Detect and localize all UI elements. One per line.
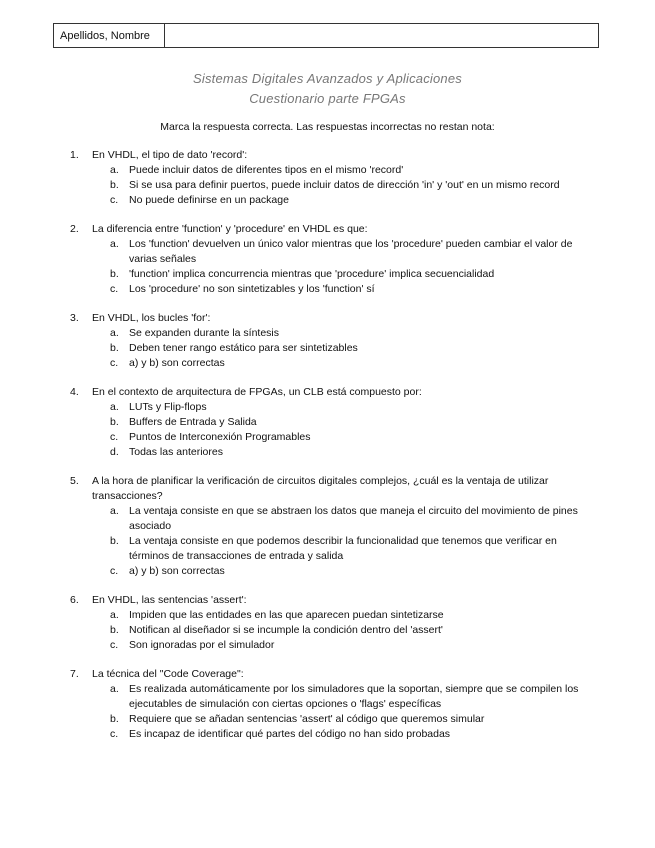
answer-options	[110, 237, 600, 297]
answer-options	[110, 163, 600, 208]
option-letter: b.	[110, 416, 119, 428]
option-letter: c.	[110, 565, 119, 577]
name-label: Apellidos, Nombre	[54, 24, 165, 47]
answer-option[interactable]	[110, 326, 600, 341]
question-2	[70, 222, 600, 297]
option-text: 'function' implica concurrencia mientras que 'procedure' implica secuencialidad	[129, 268, 495, 280]
option-text: a) y b) son correctas	[129, 357, 225, 369]
question-text: En VHDL, el tipo de dato 'record':	[92, 149, 248, 161]
answer-option[interactable]	[110, 682, 600, 712]
option-letter: c.	[110, 639, 119, 651]
answer-options	[110, 608, 600, 653]
document-subtitle: Cuestionario parte FPGAs	[249, 91, 406, 106]
answer-option[interactable]	[110, 564, 600, 579]
option-text: Es incapaz de identificar qué partes del código no han sido probadas	[129, 728, 451, 740]
answer-option[interactable]	[110, 237, 600, 267]
name-field[interactable]	[165, 24, 598, 47]
question-text: En VHDL, las sentencias 'assert':	[92, 594, 247, 606]
answer-option[interactable]	[110, 445, 600, 460]
option-text: Impiden que las entidades en las que aparecen puedan sintetizarse	[129, 609, 444, 621]
option-text: Los 'procedure' no son sintetizables y los 'function' sí	[129, 283, 375, 295]
option-letter: b.	[110, 268, 119, 280]
option-letter: c.	[110, 728, 119, 740]
answer-option[interactable]	[110, 400, 600, 415]
question-number: 5.	[70, 475, 79, 487]
answer-option[interactable]	[110, 430, 600, 445]
answer-option[interactable]	[110, 623, 600, 638]
option-letter: a.	[110, 164, 119, 176]
question-text: En VHDL, los bucles 'for':	[92, 312, 211, 324]
name-box	[53, 23, 599, 48]
answer-option[interactable]	[110, 638, 600, 653]
option-letter: a.	[110, 609, 119, 621]
question-number: 1.	[70, 149, 79, 161]
option-letter: b.	[110, 179, 119, 191]
question-number: 4.	[70, 386, 79, 398]
question-text: A la hora de planificar la verificación de circuitos digitales complejos, ¿cuál es la ventaja de utilizar transacciones?	[92, 475, 549, 502]
question-5	[70, 474, 600, 579]
answer-options	[110, 682, 600, 742]
question-stem	[70, 667, 600, 682]
question-3	[70, 311, 600, 371]
option-text: Se expanden durante la síntesis	[129, 327, 280, 339]
option-text: Si se usa para definir puertos, puede incluir datos de dirección 'in' y 'out' en un mismo record	[129, 179, 560, 191]
option-letter: a.	[110, 683, 119, 695]
answer-option[interactable]	[110, 534, 600, 564]
option-letter: b.	[110, 624, 119, 636]
option-letter: c.	[110, 357, 119, 369]
question-list	[70, 148, 600, 756]
option-letter: b.	[110, 342, 119, 354]
option-text: a) y b) son correctas	[129, 565, 225, 577]
question-stem	[70, 474, 600, 504]
question-number: 3.	[70, 312, 79, 324]
answer-option[interactable]	[110, 356, 600, 371]
answer-option[interactable]	[110, 712, 600, 727]
answer-options	[110, 400, 600, 460]
question-stem	[70, 593, 600, 608]
answer-options	[110, 504, 600, 579]
option-text: La ventaja consiste en que se abstraen los datos que maneja el circuito del movimiento de pines asociado	[129, 505, 578, 532]
question-text: La diferencia entre 'function' y 'procedure' en VHDL es que:	[92, 223, 368, 235]
question-stem	[70, 148, 600, 163]
instructions: Marca la respuesta correcta. Las respuestas incorrectas no restan nota:	[160, 121, 495, 133]
option-letter: a.	[110, 401, 119, 413]
option-text: Es realizada automáticamente por los simuladores que la soportan, siempre que se compilen los ejecutables de simulación con ciertas opciones o 'flags' específicas	[129, 683, 579, 710]
answer-option[interactable]	[110, 282, 600, 297]
question-stem	[70, 385, 600, 400]
answer-option[interactable]	[110, 163, 600, 178]
answer-option[interactable]	[110, 608, 600, 623]
option-letter: c.	[110, 283, 119, 295]
question-7	[70, 667, 600, 742]
question-1	[70, 148, 600, 208]
option-text: Deben tener rango estático para ser sintetizables	[129, 342, 358, 354]
question-stem	[70, 222, 600, 237]
question-6	[70, 593, 600, 653]
option-text: No puede definirse en un package	[129, 194, 289, 206]
option-letter: a.	[110, 505, 119, 517]
option-text: Requiere que se añadan sentencias 'assert' al código que queremos simular	[129, 713, 485, 725]
answer-option[interactable]	[110, 193, 600, 208]
option-letter: c.	[110, 194, 119, 206]
answer-option[interactable]	[110, 727, 600, 742]
option-letter: d.	[110, 446, 119, 458]
document-title: Sistemas Digitales Avanzados y Aplicaciones	[193, 71, 462, 86]
question-number: 7.	[70, 668, 79, 680]
option-letter: b.	[110, 713, 119, 725]
option-text: Puede incluir datos de diferentes tipos en el mismo 'record'	[129, 164, 404, 176]
answer-option[interactable]	[110, 415, 600, 430]
option-text: Los 'function' devuelven un único valor mientras que los 'procedure' pueden cambiar el valor de varias señales	[129, 238, 573, 265]
answer-option[interactable]	[110, 178, 600, 193]
question-text: En el contexto de arquitectura de FPGAs, un CLB está compuesto por:	[92, 386, 422, 398]
answer-options	[110, 326, 600, 371]
question-number: 2.	[70, 223, 79, 235]
option-letter: a.	[110, 238, 119, 250]
option-text: Puntos de Interconexión Programables	[129, 431, 311, 443]
answer-option[interactable]	[110, 504, 600, 534]
option-letter: b.	[110, 535, 119, 547]
option-text: Son ignoradas por el simulador	[129, 639, 275, 651]
question-text: La técnica del "Code Coverage":	[92, 668, 244, 680]
option-text: Buffers de Entrada y Salida	[129, 416, 257, 428]
option-letter: c.	[110, 431, 119, 443]
option-text: Todas las anteriores	[129, 446, 223, 458]
question-stem	[70, 311, 600, 326]
question-number: 6.	[70, 594, 79, 606]
option-letter: a.	[110, 327, 119, 339]
question-4	[70, 385, 600, 460]
option-text: LUTs y Flip-flops	[129, 401, 207, 413]
option-text: Notifican al diseñador si se incumple la condición dentro del 'assert'	[129, 624, 443, 636]
answer-option[interactable]	[110, 341, 600, 356]
answer-option[interactable]	[110, 267, 600, 282]
option-text: La ventaja consiste en que podemos describir la funcionalidad que tenemos que verificar en términos de transacciones de entrada y salida	[129, 535, 557, 562]
